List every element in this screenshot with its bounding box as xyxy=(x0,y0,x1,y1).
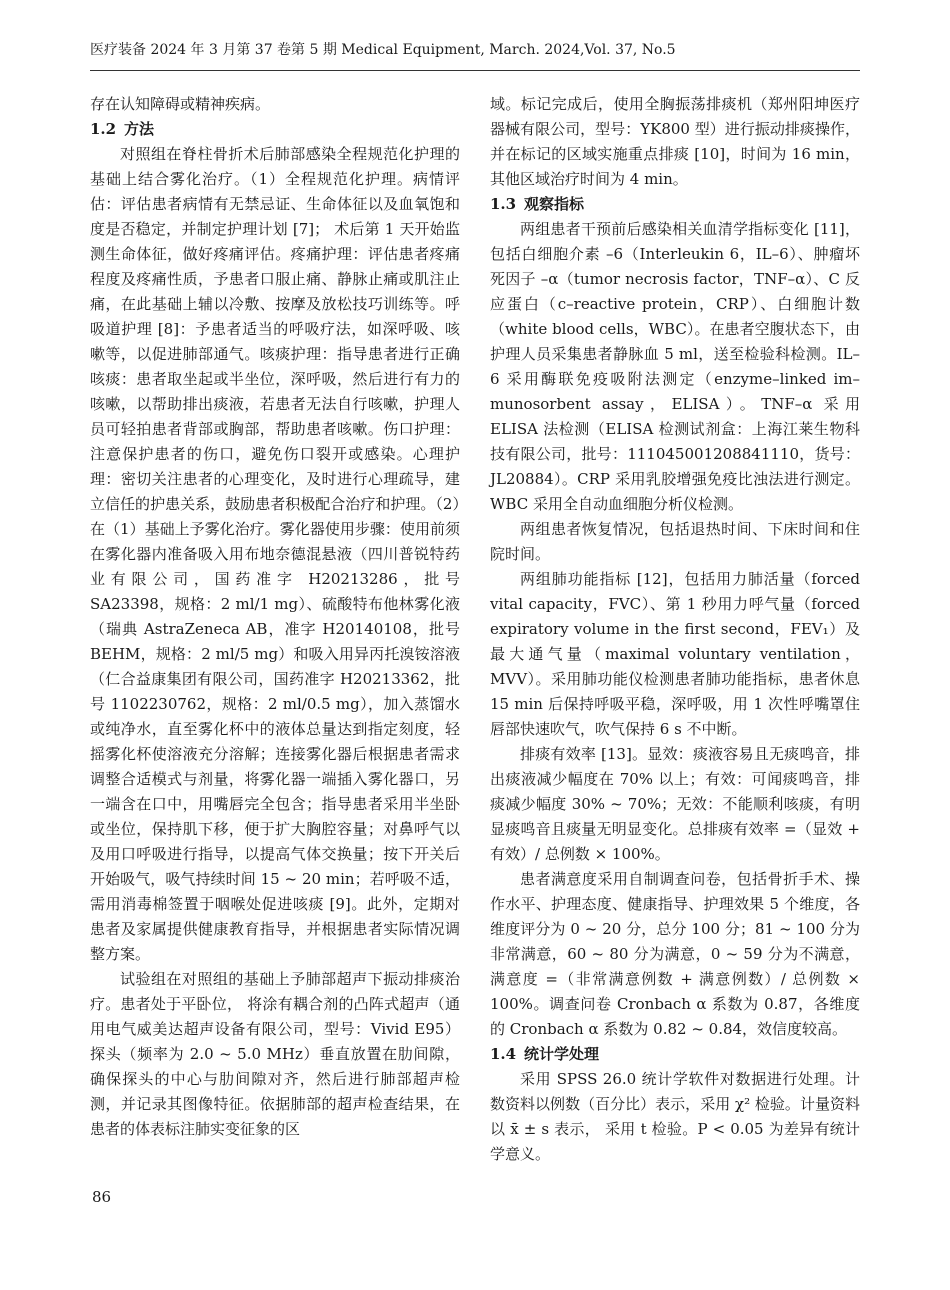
paragraph: 排痰有效率 [13]。显效：痰液容易且无痰鸣音，排出痰液减少幅度在 70% 以上；有效：可闻痰鸣音，排痰减少幅度 30% ~ 70%；无效：不能顺利咳痰，有明显痰鸣音且痰量无明显变化。总排痰有效率 =（显效 + 有效）/ 总例数 × 100%。 xyxy=(490,745,860,863)
paragraph: 患者满意度采用自制调查问卷，包括骨折手术、操作水平、护理态度、健康指导、护理效果 5 个维度，各维度评分为 0 ~ 20 分，总分 100 分；81 ~ 100 分为非常满意，60 ~ 80 分为满意，0 ~ 59 分为不满意，满意度 =（非常满意例数 + 满意例数）/ 总例数 × 100%。调查问卷 Cronbach α 系数为 0.87，各维度的 Cronbach α 系数为 0.82 ~ 0.84，效信度较高。 xyxy=(490,870,860,1038)
paragraph: 两组患者干预前后感染相关血清学指标变化 [11]，包括白细胞介素 –6（Interleukin 6，IL–6）、肿瘤坏死因子 –α（tumor necrosis factor，TNF–α）、C 反应蛋白（c–reactive protein，CRP）、白细胞计数（white blood cells，WBC）。在患者空腹状态下，由护理人员采集患者静脉血 5 ml，送至检验科检测。IL–6 采用酶联免疫吸附法测定（enzyme–linked im–munosorbent assay，ELISA）。TNF–α 采用 ELISA 法检测（ELISA 检测试剂盒：上海江莱生物科技有限公司，批号：111045001208841110，货号：JL20884）。CRP 采用乳胶增强免疫比浊法进行测定。WBC 采用全自动血细胞分析仪检测。 xyxy=(490,220,860,513)
paragraph: 域。标记完成后，使用全胸振荡排痰机（郑州阳坤医疗器械有限公司，型号：YK800 型）进行振动排痰操作，并在标记的区域实施重点排痰 [10]，时间为 16 min，其他区域治疗时间为 4 min。 xyxy=(490,95,860,188)
section-title: 统计学处理 xyxy=(524,1045,600,1063)
section-heading-1-4 xyxy=(490,1042,860,1067)
paragraph: 试验组在对照组的基础上予肺部超声下振动排痰治疗。患者处于平卧位， 将涂有耦合剂的凸阵式超声（通用电气威美达超声设备有限公司，型号：Vivid E95）探头（频率为 2.0 ~ 5.0 MHz）垂直放置在肋间隙，确保探头的中心与肋间隙对齐，然后进行肺部超声检测，并记录其图像特征。依据肺部的超声检查结果，在患者的体表标注肺实变征象的区 xyxy=(90,970,460,1138)
section-heading-1-3 xyxy=(490,192,860,217)
right-column xyxy=(490,92,860,1167)
running-header: 医疗装备 2024 年 3 月第 37 卷第 5 期 Medical Equipment, March. 2024,Vol. 37, No.5 xyxy=(90,42,676,58)
page-number: 86 xyxy=(92,1188,112,1206)
left-column xyxy=(90,92,460,1142)
paragraph: 两组肺功能指标 [12]，包括用力肺活量（forced vital capacity，FVC）、第 1 秒用力呼气量（forced expiratory volume in the first second，FEV₁）及最大通气量（maximal voluntary ventilation，MVV）。采用肺功能仪检测患者肺功能指标，患者休息 15 min 后保持呼吸平稳，深呼吸，用 1 次性呼嘴罩住唇部快速吹气，吹气保持 6 s 不中断。 xyxy=(490,570,860,738)
paragraph: 存在认知障碍或精神疾病。 xyxy=(90,95,271,113)
paragraph: 两组患者恢复情况，包括退热时间、下床时间和住院时间。 xyxy=(490,520,860,563)
paragraph: 采用 SPSS 26.0 统计学软件对数据进行处理。计数资料以例数（百分比）表示，采用 χ² 检验。计量资料以 x̄ ± s 表示， 采用 t 检验。P < 0.05 为差异有统计学意义。 xyxy=(490,1070,860,1163)
header-rule xyxy=(90,70,860,71)
section-number: 1.3 xyxy=(490,195,517,213)
section-number: 1.4 xyxy=(490,1045,517,1063)
section-heading-1-2 xyxy=(90,117,460,142)
section-title: 观察指标 xyxy=(524,195,585,213)
paragraph: 对照组在脊柱骨折术后肺部感染全程规范化护理的基础上结合雾化治疗。（1）全程规范化护理。病情评估：评估患者病情有无禁忌证、生命体征以及血氧饱和度是否稳定，并制定护理计划 [7]； 术后第 1 天开始监测生命体征，做好疼痛评估。疼痛护理：评估患者疼痛程度及疼痛性质，予患者口服止痛、静脉止痛或肌注止痛，在此基础上辅以冷敷、按摩及放松技巧训练等。呼吸道护理 [8]：予患者适当的呼吸疗法，如深呼吸、咳嗽等，以促进肺部通气。咳痰护理：指导患者进行正确咳痰：患者取坐起或半坐位，深呼吸，然后进行有力的咳嗽，以帮助排出痰液，若患者无法自行咳嗽，护理人员可轻拍患者背部或胸部，帮助患者咳嗽。伤口护理：注意保护患者的伤口，避免伤口裂开或感染。心理护理：密切关注患者的心理变化，及时进行心理疏导，建立信任的护患关系，鼓励患者积极配合治疗和护理。（2）在（1）基础上予雾化治疗。雾化器使用步骤：使用前须在雾化器内准备吸入用布地奈德混悬液（四川普锐特药业有限公司，国药准字 H20213286，批号 SA23398，规格：2 ml/1 mg）、硫酸特布他林雾化液（瑞典 AstraZeneca AB，准字 H20140108，批号 BEHM，规格：2 ml/5 mg）和吸入用异丙托溴铵溶液（仁合益康集团有限公司，国药准字 H20213362，批号 1102230762，规格：2 ml/0.5 mg），加入蒸馏水或纯净水，直至雾化杯中的液体总量达到指定刻度，轻摇雾化杯使溶液充分溶解；连接雾化器后根据患者需求调整合适模式与剂量，将雾化器一端插入雾化器口，另一端含在口中，用嘴唇完全包含；指导患者采用半坐卧或坐位，保持肌下移，便于扩大胸腔容量；对鼻呼气以及用口呼吸进行指导，以提高气体交换量；按下开关后开始吸气，吸气持续时间 15 ~ 20 min；若呼吸不适，需用消毒棉签置于咽喉处促进咳痰 [9]。此外，定期对患者及家属提供健康教育指导，并根据患者实际情况调整方案。 xyxy=(90,145,460,963)
section-number: 1.2 xyxy=(90,120,117,138)
section-title: 方法 xyxy=(124,120,155,138)
